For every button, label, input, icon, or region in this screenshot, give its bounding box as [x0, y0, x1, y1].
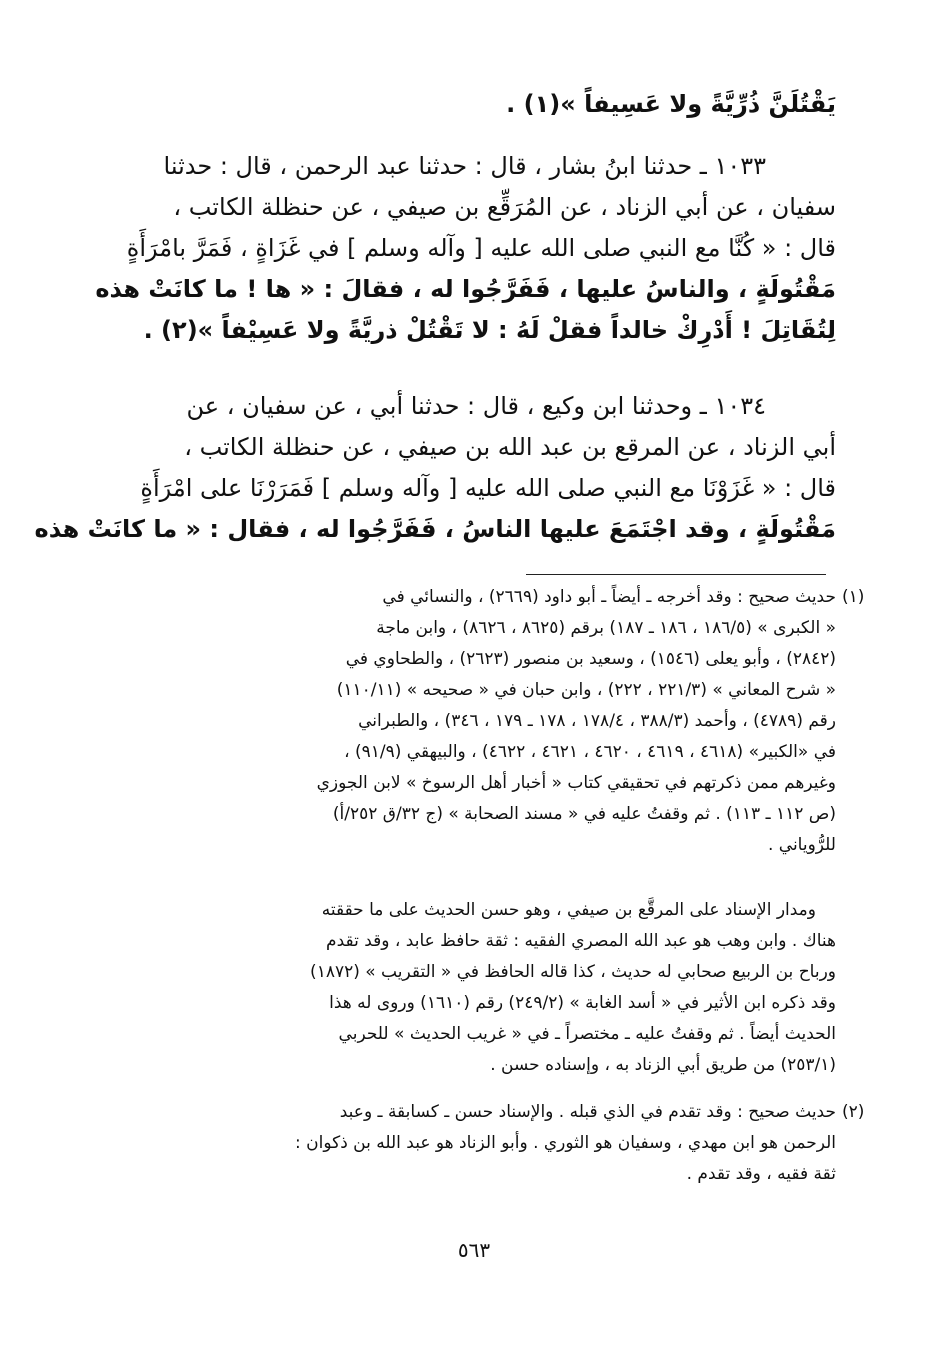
text-line: يَقْتُلَنَّ ذُرِّيَّةً ولا عَسِيفاً »(١) . — [506, 90, 836, 118]
footnote-line: « الكبرى » (١٨٦/٥ ، ١٨٦ ـ ١٨٧) برقم (٨٦٢٥ ، ٨٦٢٦) ، وابن ماجة — [376, 618, 836, 638]
footnote-line: للرُّوياني . — [767, 835, 836, 855]
footnote-line: الرحمن هو ابن مهدي ، وسفيان هو الثوري . وأبو الزناد هو عبد الله بن ذكوان : — [294, 1133, 836, 1153]
footnote-line: (٢٥٣/١) من طريق أبي الزناد به ، وإسناده حسن . — [490, 1055, 836, 1075]
footnote-1-continuation — [112, 895, 836, 1081]
text-line: سفيان ، عن أبي الزناد ، عن المُرَقِّع بن صيفي ، عن حنظلة الكاتب ، — [173, 193, 836, 221]
footnote-separator — [526, 574, 826, 575]
footnote-line: (٢٨٤٢) ، وأبو يعلى (١٥٤٦) ، وسعيد بن منصور (٢٦٢٣) ، والطحاوي في — [345, 649, 836, 669]
footnote-line: في «الكبير» (٤٦١٨ ، ٤٦١٩ ، ٤٦٢٠ ، ٤٦٢١ ، ٤٦٢٢) ، والبيهقي (٩١/٩) ، — [344, 742, 836, 762]
footnote-1 — [112, 582, 865, 861]
footnote-number: (١) — [842, 587, 865, 607]
page-number: ٥٦٣ — [457, 1238, 491, 1262]
hadith-1034 — [34, 386, 836, 550]
text-line: ١٠٣٣ ـ حدثنا ابنُ بشار ، قال : حدثنا عبد الرحمن ، قال : حدثنا — [163, 152, 766, 180]
text-line: لِتُقَاتِلَ ! أَدْرِكْ خالداً فقلْ لَهُ : لا تَقْتُلْ ذريَّةً ولا عَسِيْفاً »(٢) . — [143, 316, 836, 344]
footnote-line: حديث صحيح : وقد أخرجه ـ أيضاً ـ أبو داود (٢٦٦٩) ، والنسائي في — [382, 587, 836, 607]
footnote-line: حديث صحيح : وقد تقدم في الذي قبله . والإسناد حسن ـ كسابقة ـ وعبد — [339, 1102, 836, 1122]
footnote-line: (ص ١١٢ ـ ١١٣) . ثم وقفتُ عليه في « مسند الصحابة » (ج ٣٢/ق ٢٥٢/أ) — [332, 804, 836, 824]
footnote-line: هناك . وابن وهب هو عبد الله المصري الفقيه : ثقة حافظ عابد ، وقد تقدم — [326, 931, 836, 951]
opening-line — [130, 84, 836, 125]
text-line: أبي الزناد ، عن المرقع بن عبد الله بن صيفي ، عن حنظلة الكاتب ، — [184, 433, 836, 461]
text-line: ١٠٣٤ ـ وحدثنا ابن وكيع ، قال : حدثنا أبي ، عن سفيان ، عن — [186, 392, 766, 420]
footnote-number: (٢) — [842, 1102, 865, 1122]
text-line: قال : « غَزَوْنَا مع النبي صلى الله عليه [ وآله وسلم ] فَمَرَرْنَا على امْرَأَةٍ — [140, 474, 836, 502]
footnote-line: ورباح بن الربيع صحابي له حديث ، كذا قاله الحافظ في « التقريب » (١٨٧٢) — [310, 962, 836, 982]
footnote-line: ومدار الإسناد على المرقَّع بن صيفي ، وهو حسن الحديث على ما حققته — [321, 900, 816, 920]
text-line: قال : « كُنَّا مع النبي صلى الله عليه [ وآله وسلم ] في غَزَاةٍ ، فَمَرَّ بامْرَأَةٍ — [126, 234, 836, 262]
footnote-line: ثقة فقيه ، وقد تقدم . — [686, 1164, 836, 1184]
text-line: مَقْتُولَةٍ ، والناسُ عليها ، فَفَرَّجُوا له ، فقالَ : « ها ! ما كانَتْ هذه — [95, 275, 836, 303]
footnote-line: الحديث أيضاً . ثم وقفتُ عليه ـ مختصراً ـ في « غريب الحديث » للحربي — [338, 1024, 836, 1044]
footnote-line: « شرح المعاني » (٢٢١/٣ ، ٢٢٢) ، وابن حبان في « صحيحه » (١١٠/١١) — [336, 680, 836, 700]
footnote-line: رقم (٤٧٨٩) ، وأحمد (٣٨٨/٣ ، ١٧٨/٤ ، ١٧٨ ـ ١٧٩ ، ٣٤٦) ، والطبراني — [358, 711, 836, 731]
footnote-line: وقد ذكره ابن الأثير في « أسد الغابة » (٢٤٩/٢) رقم (١٦١٠) وروى له هذا — [329, 993, 836, 1013]
footnote-2 — [112, 1097, 865, 1190]
hadith-1033 — [95, 146, 836, 351]
footnote-line: وغيرهم ممن ذكرتهم في تحقيقي كتاب « أخبار أهل الرسوخ » لابن الجوزي — [316, 773, 836, 793]
text-line: مَقْتُولَةٍ ، وقد اجْتَمَعَ عليها الناسُ ، فَفَرَّجُوا له ، فقال : « ما كانَتْ هذه — [34, 515, 836, 543]
